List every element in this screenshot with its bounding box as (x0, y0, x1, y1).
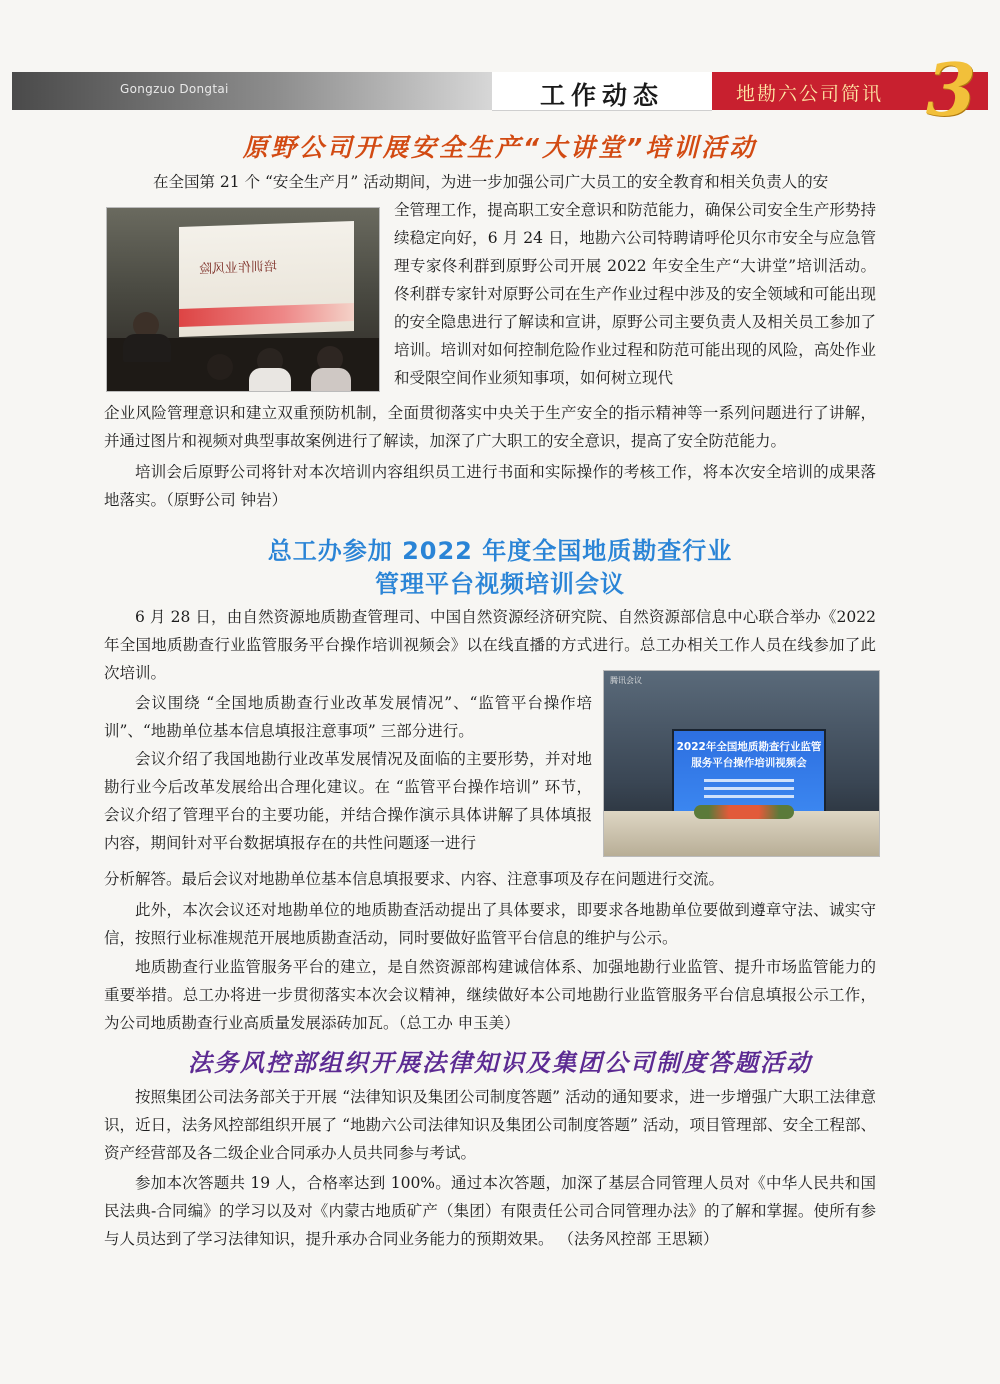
header-title-box (492, 72, 712, 111)
article3-paragraph1: 按照集团公司法务部关于开展 “法律知识及集团公司制度答题” 活动的通知要求，进一步增强广大职工法律意识，近日，法务风控部组织开展了 “地勘六公司法律知识及集团公司制度答题” 活动，项目管理部、安全工程部、资产经营部及各二级企业合同承办人员共同参与考试。 (104, 1088, 876, 1162)
speaker-body (123, 334, 171, 362)
video-screen (672, 729, 826, 813)
table-flowers (694, 805, 794, 819)
screen-text: 培训作业风险 (199, 259, 278, 278)
article2-paragraph2: 会议围绕 “全国地质勘查行业改革发展情况”、“监管平台操作培训”、“地勘单位基本信息填报注意事项” 三部分进行。 (104, 694, 592, 740)
article1-paragraph1-line1: 在全国第 21 个 “安全生产月” 活动期间，为进一步加强公司广大员工的安全教育和相关负责人的安 (153, 173, 829, 191)
audience-shirt (311, 368, 351, 392)
section-title: 工作动态 (539, 81, 664, 110)
article2-paragraph3-rest: 分析解答。最后会议对地勘单位基本信息填报要求、内容、注意事项及存在问题进行交流。 (104, 870, 725, 888)
article1-photo (106, 207, 380, 392)
article3-title: 法务风控部组织开展法律知识及集团公司制度答题活动 (188, 1049, 812, 1077)
audience-head (207, 354, 233, 380)
screen-title-line2: 服务平台操作培训视频会 (691, 757, 807, 769)
screen-banner (179, 303, 354, 327)
page-header (12, 47, 988, 132)
article2-title-line2: 管理平台视频培训会议 (375, 570, 625, 598)
article2-photo (603, 670, 880, 857)
article1-paragraph1-rest: 企业风险管理意识和建立双重预防机制，全面贯彻落实中央关于生产安全的指示精神等一系列问题进行了讲解，并通过图片和视频对典型事故案例进行了解读，加深了广大职工的安全意识，提高了安全防范能力。 (104, 404, 876, 450)
page-number: 3 (925, 47, 976, 132)
article1-title: 原野公司开展安全生产“大讲堂”培训活动 (242, 133, 758, 162)
screen-title-line1: 2022年全国地质勘查行业监管 (676, 741, 822, 753)
article2-paragraph3: 会议介绍了我国地勘行业改革发展情况及面临的主要形势，并对地勘行业今后改革发展给出合理化建议。在 “监管平台操作培训” 环节，会议介绍了管理平台的主要功能，并结合操作演示具体讲解了具体填报内容，期间针对平台数据填报存在的共性问题逐一进行 (104, 750, 592, 852)
article2-paragraph4: 此外，本次会议还对地勘单位的地质勘查活动提出了具体要求，即要求各地勘单位要做到遵章守法、诚实守信，按照行业标准规范开展地质勘查活动，同时要做好监管平台信息的维护与公示。 (104, 901, 876, 947)
article2-paragraph1: 6 月 28 日，由自然资源地质勘查管理司、中国自然资源经济研究院、自然资源部信息中心联合举办《2022年全国地质勘查行业监管服务平台操作培训视频会》以在线直播的方式进行。总工办相关工作人员在线参加了此次培训。 (104, 608, 876, 682)
screen-subtext (704, 779, 794, 782)
screen-subtext (704, 795, 794, 798)
article3-paragraph2: 参加本次答题共 19 人，合格率达到 100%。通过本次答题，加深了基层合同管理人员对《中华人民共和国民法典-合同编》的学习以及对《内蒙古地质矿产（集团）有限责任公司合同管理办法》的了解和掌握。使所有参与人员达到了学习法律知识，提升承办合同业务能力的预期效果。 （法务风控部 王思颖） (104, 1174, 876, 1248)
projection-screen (179, 221, 354, 337)
header-left-bar (12, 72, 492, 110)
publication-name: 地勘六公司简讯 (736, 83, 884, 105)
header-right-bar (712, 47, 988, 132)
article2-title-line1: 总工办参加 2022 年度全国地质勘查行业 (267, 537, 733, 565)
article2-paragraph5: 地质勘查行业监管服务平台的建立，是自然资源部构建诚信体系、加强地勘行业监管、提升市场监管能力的重要举措。总工办将进一步贯彻落实本次会议精神，继续做好本公司地勘行业监管服务平台信息填报公示工作，为公司地质勘查行业高质量发展添砖加瓦。（总工办 申玉美） (104, 958, 876, 1032)
screen-subtext (704, 787, 794, 790)
audience-shirt (249, 368, 291, 392)
article1-paragraph1-side: 全管理工作，提高职工安全意识和防范能力，确保公司安全生产形势持续稳定向好，6 月 24 日，地勘六公司特聘请呼伦贝尔市安全与应急管理专家佟利群到原野公司开展 2022 年安全生产“大讲堂”培训活动。佟利群专家针对原野公司在生产作业过程中涉及的安全领域和可能出现的安全隐患进行了解读和宣讲，原野公司主要负责人及相关员工参加了培训。培训对如何控制危险作业过程和防范可能出现的风险，高处作业和受限空间作业须知事项，如何树立现代 (394, 201, 876, 387)
meeting-app-tag: 腾讯会议 (610, 676, 642, 685)
header-romanization: Gongzuo Dongtai (120, 82, 229, 96)
article1-paragraph2: 培训会后原野公司将针对本次培训内容组织员工进行书面和实际操作的考核工作，将本次安全培训的成果落地落实。（原野公司 钟岩） (104, 463, 876, 509)
